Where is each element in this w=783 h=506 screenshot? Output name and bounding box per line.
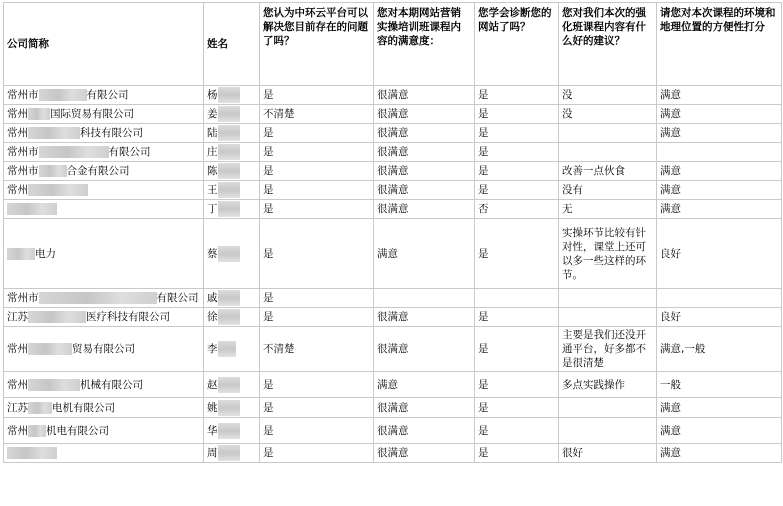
company-suffix: 机电有限公司 [46,424,109,437]
redacted-text [28,311,86,323]
answer-q4: 无 [559,200,657,219]
company-cell [4,105,204,124]
answer-q3: 是 [475,124,559,143]
header-q2: 您对本期网站营销实操培训班课程内容的满意度： [374,3,475,86]
redacted-text [218,290,240,306]
answer-q1: 是 [260,200,374,219]
surname: 姚 [207,401,218,414]
name-cell [204,327,260,372]
redacted-text [218,309,240,325]
company-cell [4,444,204,463]
answer-q3: 否 [475,200,559,219]
answer-q2: 很满意 [374,327,475,372]
answer-q5: 一般 [657,372,782,398]
table-row [4,398,782,418]
answer-q4: 改善一点伙食 [559,162,657,181]
redacted-text [39,89,87,101]
company-prefix: 常州 [7,424,28,437]
table-row [4,444,782,463]
redacted-text [7,203,57,215]
name-cell [204,86,260,105]
redacted-text [28,108,50,120]
answer-q2: 很满意 [374,418,475,444]
company-prefix: 常州市 [7,89,39,101]
table-row [4,105,782,124]
answer-q1: 是 [260,372,374,398]
table-row [4,327,782,372]
answer-q3: 是 [475,398,559,418]
surname: 王 [207,184,218,196]
company-cell [4,200,204,219]
surname: 杨 [207,89,218,101]
company-cell [4,308,204,327]
redacted-text [218,201,240,217]
name-cell [204,398,260,418]
company-cell [4,327,204,372]
redacted-text [218,125,240,141]
answer-q3: 是 [475,372,559,398]
redacted-text [7,248,35,260]
answer-q4: 多点实践操作 [559,372,657,398]
answer-q4: 没 [559,105,657,124]
company-cell [4,418,204,444]
answer-q3 [475,289,559,308]
company-cell [4,219,204,289]
table-row [4,143,782,162]
company-prefix: 常州 [7,108,28,120]
company-cell [4,372,204,398]
answer-q1: 是 [260,219,374,289]
redacted-text [28,425,46,437]
answer-q3: 是 [475,181,559,200]
redacted-text [218,377,240,393]
name-cell [204,444,260,463]
answer-q5: 满意 [657,86,782,105]
redacted-text [28,127,80,139]
surname: 戚 [207,292,218,304]
company-prefix: 江苏 [7,401,28,414]
company-prefix: 常州 [7,184,28,196]
answer-q5 [657,143,782,162]
answer-q5: 满意 [657,162,782,181]
company-cell [4,181,204,200]
answer-q5: 满意 [657,181,782,200]
company-cell [4,289,204,308]
surname: 姜 [207,108,218,120]
company-prefix: 常州 [7,343,28,355]
surname: 陈 [207,165,218,177]
answer-q2: 很满意 [374,143,475,162]
table-row [4,219,782,289]
answer-q1: 是 [260,86,374,105]
company-cell [4,143,204,162]
answer-q3: 是 [475,162,559,181]
company-prefix: 常州市 [7,165,39,177]
table-row [4,200,782,219]
answer-q1: 是 [260,289,374,308]
answer-q3: 是 [475,86,559,105]
company-prefix: 常州市 [7,292,39,304]
answer-q5: 满意 [657,124,782,143]
answer-q1: 是 [260,444,374,463]
surname: 蔡 [207,247,218,260]
surname: 庄 [207,146,218,158]
answer-q2: 满意 [374,372,475,398]
table-row [4,181,782,200]
answer-q1: 是 [260,418,374,444]
answer-q2: 很满意 [374,181,475,200]
answer-q4: 很好 [559,444,657,463]
answer-q4: 主要是我们还没开通平台，好多都不是很清楚 [559,327,657,372]
answer-q1: 是 [260,398,374,418]
redacted-text [28,402,52,414]
company-cell [4,398,204,418]
header-row [4,3,782,86]
answer-q2 [374,289,475,308]
name-cell [204,105,260,124]
answer-q2: 很满意 [374,162,475,181]
answer-q1: 不清楚 [260,327,374,372]
answer-q4: 实操环节比较有针对性，课堂上还可以多一些这样的环节。 [559,219,657,289]
surname: 丁 [207,203,218,215]
name-cell [204,289,260,308]
answer-q5: 良好 [657,308,782,327]
answer-q2: 很满意 [374,308,475,327]
redacted-text [218,246,240,262]
redacted-text [28,184,88,196]
company-suffix: 有限公司 [108,146,151,158]
redacted-text [218,423,240,439]
answer-q1: 不清楚 [260,105,374,124]
table-row [4,86,782,105]
company-cell [4,124,204,143]
redacted-text [218,445,240,461]
answer-q4 [559,418,657,444]
answer-q1: 是 [260,181,374,200]
answer-q2: 很满意 [374,105,475,124]
answer-q2: 很满意 [374,200,475,219]
answer-q1: 是 [260,162,374,181]
name-cell [204,162,260,181]
answer-q5 [657,289,782,308]
answer-q3: 是 [475,105,559,124]
company-suffix: 医疗科技有限公司 [86,311,170,323]
answer-q3: 是 [475,219,559,289]
redacted-text [218,400,240,416]
table-row [4,418,782,444]
header-q1: 您认为中环云平台可以解决您目前存在的问题了吗？ [260,3,374,86]
company-suffix: 贸易有限公司 [72,343,135,355]
name-cell [204,308,260,327]
table-row [4,162,782,181]
answer-q4 [559,143,657,162]
header-company: 公司简称 [4,3,204,86]
redacted-text [218,106,240,122]
answer-q4: 没 [559,86,657,105]
header-q4: 您对我们本次的强化班课程内容有什么好的建议？ [559,3,657,86]
answer-q4 [559,308,657,327]
answer-q2: 很满意 [374,444,475,463]
answer-q3: 是 [475,444,559,463]
answer-q4: 没有 [559,181,657,200]
survey-table [3,2,782,463]
table-row [4,289,782,308]
table-row [4,372,782,398]
name-cell [204,219,260,289]
table-row [4,308,782,327]
redacted-text [28,343,72,355]
surname: 赵 [207,378,218,391]
redacted-text [218,163,240,179]
redacted-text [7,447,57,459]
answer-q1: 是 [260,143,374,162]
header-q5: 请您对本次课程的环境和地理位置的方便性打分 [657,3,782,86]
table-row [4,124,782,143]
redacted-text [218,87,240,103]
answer-q5: 满意 [657,444,782,463]
surname: 陆 [207,127,218,139]
redacted-text [39,146,109,158]
answer-q5: 满意 [657,105,782,124]
answer-q5: 良好 [657,219,782,289]
answer-q2: 很满意 [374,124,475,143]
redacted-text [218,182,240,198]
surname: 徐 [207,311,218,323]
company-suffix: 科技有限公司 [80,127,143,139]
company-prefix: 常州 [7,378,28,391]
name-cell [204,181,260,200]
company-prefix: 常州市 [7,146,39,158]
name-cell [204,418,260,444]
answer-q1: 是 [260,124,374,143]
company-cell [4,162,204,181]
answer-q3: 是 [475,327,559,372]
answer-q4 [559,289,657,308]
header-q3: 您学会诊断您的网站了吗？ [475,3,559,86]
company-suffix: 电力 [35,247,56,260]
name-cell [204,143,260,162]
redacted-text [39,292,157,304]
answer-q5: 满意 [657,398,782,418]
company-suffix: 机械有限公司 [80,378,143,391]
table-body [4,86,782,463]
name-cell [204,372,260,398]
answer-q4 [559,398,657,418]
company-cell [4,86,204,105]
surname: 华 [207,424,218,437]
answer-q4 [559,124,657,143]
redacted-text [218,144,240,160]
name-cell [204,124,260,143]
redacted-text [39,165,67,177]
answer-q2: 很满意 [374,86,475,105]
redacted-text [28,379,80,391]
surname: 李 [207,343,218,355]
company-suffix: 合金有限公司 [66,165,130,177]
company-suffix: 有限公司 [156,292,199,304]
answer-q3: 是 [475,143,559,162]
answer-q5: 满意,一般 [657,327,782,372]
answer-q5: 满意 [657,418,782,444]
redacted-text [218,341,236,357]
answer-q2: 满意 [374,219,475,289]
company-prefix: 常州 [7,127,28,139]
name-cell [204,200,260,219]
answer-q5: 满意 [657,200,782,219]
company-prefix: 江苏 [7,311,28,323]
company-suffix: 国际贸易有限公司 [50,108,134,120]
answer-q3: 是 [475,418,559,444]
company-suffix: 有限公司 [86,89,129,101]
answer-q1: 是 [260,308,374,327]
surname: 周 [207,447,218,459]
company-suffix: 电机有限公司 [52,401,115,414]
header-name: 姓名 [204,3,260,86]
answer-q2: 很满意 [374,398,475,418]
answer-q3: 是 [475,308,559,327]
